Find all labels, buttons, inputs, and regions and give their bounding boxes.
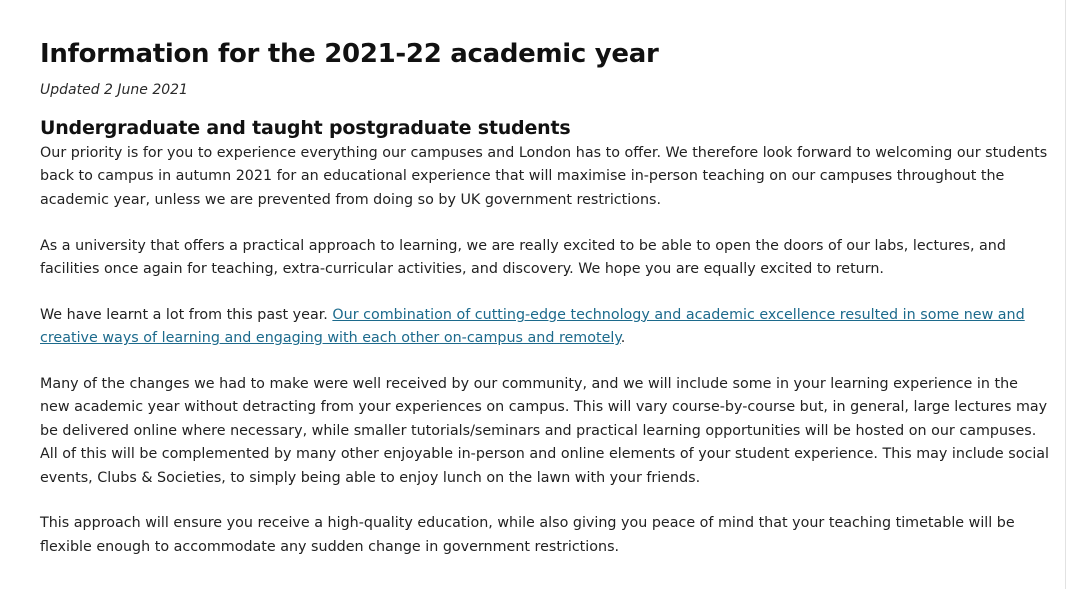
- paragraph-practical-approach: As a university that offers a practical approach to learning, we are really excited to be able to open the doors of our labs, lectures, and facilities once again for teaching, extra-curricular activities, and discovery. We hope you are equally excited to return.: [40, 237, 1006, 278]
- paragraph-learnt-lead: We have learnt a lot from this past year.: [40, 306, 333, 323]
- page-right-border: [1065, 0, 1066, 589]
- paragraph-changes: Many of the changes we had to make were well received by our community, and we will include some in your learning experience in the new academic year without detracting from your experiences on campus. This will vary course-by-course but, in general, large lectures may be delivered online where necessary, while smaller tutorials/seminars and practical learning opportunities will be hosted on our campuses. All of this will be complemented by many other enjoyable in-person and online elements of your student experience. This may include social events, Clubs & Societies, to simply being able to enjoy lunch on the lawn with your friends.: [40, 376, 1050, 486]
- paragraph-learnt-tail: .: [620, 330, 626, 347]
- paragraph-priority: Our priority is for you to experience everything our campuses and London has to offer. We therefore look forward to welcoming our students back to campus in autumn 2021 for an educational experience that will maximise in-person teaching on our campuses throughout the academic year, unless we are prevented from doing so by UK government restrictions.: [40, 145, 1048, 208]
- article: [40, 36, 1050, 559]
- paragraph-learnt: [40, 304, 1050, 351]
- combination-link[interactable]: Our combination of cutting-edge technology and academic excellence resulted in some new and creative ways of learning and engaging with each other on-campus and remotely: [40, 306, 1025, 347]
- page-title: Information for the 2021-22 academic year: [40, 39, 659, 69]
- updated-date: Updated 2 June 2021: [40, 82, 188, 98]
- paragraph-approach: This approach will ensure you receive a high-quality education, while also giving you peace of mind that your teaching timetable will be flexible enough to accommodate any sudden change in government restrictions.: [40, 515, 1015, 555]
- section-heading: Undergraduate and taught postgraduate students: [40, 117, 571, 139]
